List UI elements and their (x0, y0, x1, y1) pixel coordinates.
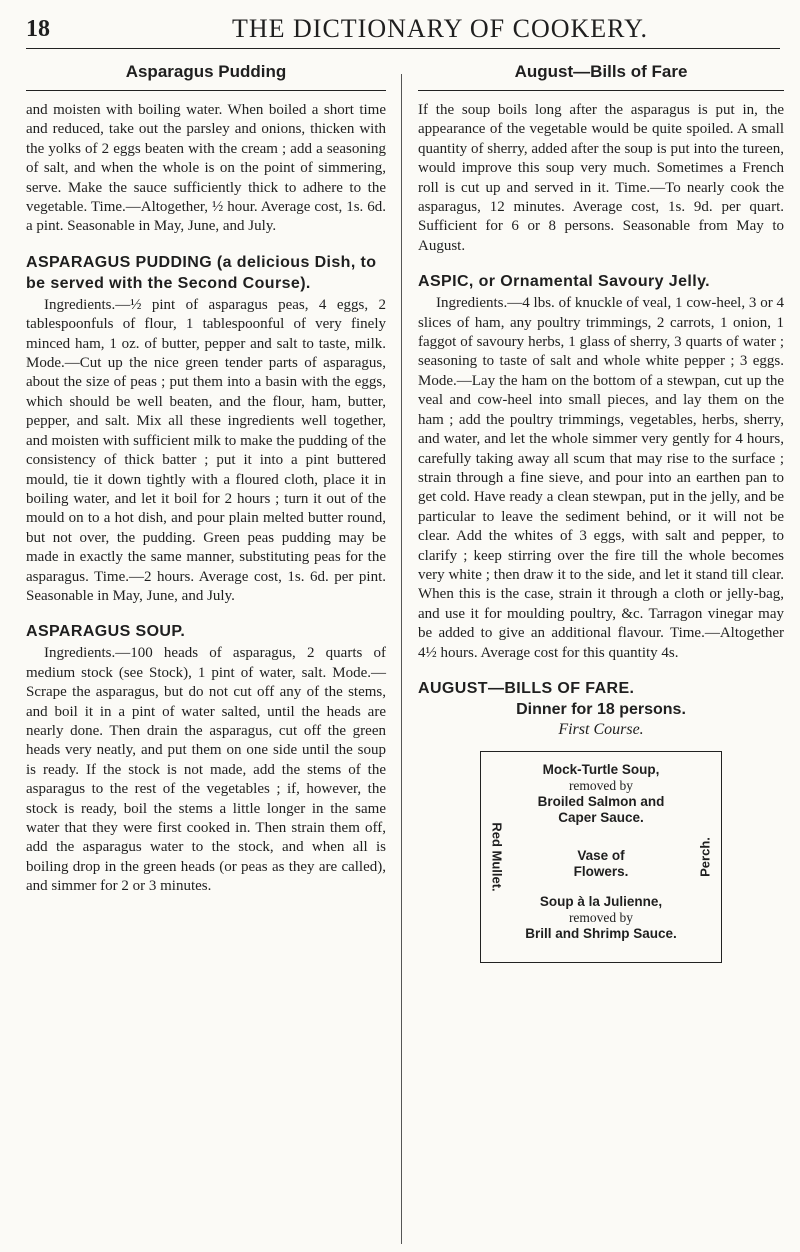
right-column (418, 62, 784, 963)
dinner-subheading: Dinner for 18 persons. (516, 700, 686, 718)
menu-side-red-mullet: Red Mullet. (489, 822, 505, 892)
left-continuation-text: and moisten with boiling water. When boiled a short time and reduced, take out the parsley and onions, thicken with the yolks of 2 eggs beaten with the cream ; add a seasoning of salt, and when the whole is on the point of simmering, serve. Make the sauce sufficiently thick to adhere to the vegetable. Time.—Altogether, ½ hour. Average cost, 1s. 6d. a pint. Seasonable in May, June, and July. (26, 102, 386, 235)
first-course-label: First Course. (558, 720, 644, 738)
right-column-head-rule (418, 90, 784, 91)
menu-item-soup (511, 762, 691, 826)
running-title: THE DICTIONARY OF COOKERY. (231, 14, 649, 43)
left-column-head-rule (26, 90, 386, 91)
menu-item-soup-name: Mock-Turtle Soup, (542, 761, 660, 777)
header-rule (26, 48, 780, 49)
left-column (26, 62, 386, 897)
menu-item-salmon: Broiled Salmon and (537, 793, 665, 809)
bills-of-fare-heading: AUGUST—BILLS OF FARE. (418, 679, 635, 697)
asparagus-soup-heading: ASPARAGUS SOUP. (26, 623, 186, 641)
menu-item-julienne-removed: removed by (568, 909, 634, 925)
aspic-heading: ASPIC, or Ornamental Savoury Jelly. (418, 273, 711, 291)
aspic-text: Ingredients.—4 lbs. of knuckle of veal, 1 cow-heel, 3 or 4 slices of ham, any poultry trimmings, 2 carrots, 1 onion, 1 faggot of savoury herbs, 1 glass of sherry, 3 quarts of water ; seasoning to taste of salt and whole white pepper ; 3 eggs. Mode.—Lay the ham on the bottom of a stewpan, cut up the veal and cow-heel into small pieces, and lay them on the ham ; add the poultry trimmings, vegetables, herbs, sherry, and water, and let the whole simmer very gently for 4 hours, carefully taking away all scum that may rise to the surface ; strain through a fine sieve, and pour into an earthen pan to get cold. Have ready a clean stewpan, put in the jelly, and be particular to leave the sediment behind, or it will not be clear. Add the whites of 3 eggs, with salt and pepper, to clarify ; keep stirring over the fire till the whole becomes very white ; then draw it to the side, and let it stand till clear. When this is the case, strain it through a cloth or jelly-bag, and use it for moulding poultry, &c. Tarragon vinegar may be added to give an additional flavour. Time.—Altogether 4½ hours. Average cost for this quantity 4s. (418, 295, 784, 661)
asparagus-soup-text: Ingredients.—100 heads of asparagus, 2 quarts of medium stock (see Stock), 1 pint of water, salt. Mode.—Scrape the asparagus, but do not cut off any of the stems, and boil it in a pint of water salted, until the heads are nearly done. Then drain the asparagus, cut off the green heads very neatly, and put them on one side until the soup is ready. If the stock is not made, add the stems of the asparagus to the rest of the vegetables ; if, however, the stock is ready, boil the stems a little longer in the same water that they were first cooked in. Then strain them off, add the asparagus water to the stock, and when all is boiling drop in the green heads (or peas as they are called), and simmer for 2 or 3 minutes. (26, 645, 386, 895)
menu-item-soup-removed: removed by (568, 777, 634, 793)
menu-centre-vase: Vase of Flowers. (573, 847, 629, 879)
menu-item-caper-sauce: Caper Sauce. (558, 809, 644, 825)
menu-side-perch: Perch. (697, 837, 713, 877)
column-divider (401, 74, 402, 1244)
left-column-head: Asparagus Pudding (125, 62, 287, 81)
menu-table (480, 751, 722, 963)
page-number: 18 (26, 16, 50, 42)
asparagus-pudding-heading: ASPARAGUS PUDDING (a delicious Dish, to be served with the Second Course). (26, 253, 377, 292)
right-column-head: August—Bills of Fare (514, 62, 688, 81)
menu-item-julienne-name: Soup à la Julienne, (539, 893, 663, 909)
menu-item-brill: Brill and Shrimp Sauce. (525, 925, 677, 941)
right-continuation-text: If the soup boils long after the asparagus is put in, the appearance of the vegetable would be quite spoiled. A small quantity of sherry, added after the soup is put into the tureen, would improve this soup very much. Sometimes a French roll is cut up and served in it. Time.—To nearly cook the asparagus, 12 minutes. Average cost, 1s. 9d. per quart. Sufficient for 6 or 8 persons. Seasonable from May to August. (418, 102, 784, 254)
menu-item-julienne (511, 894, 691, 942)
asparagus-pudding-text: Ingredients.—½ pint of asparagus peas, 4 eggs, 2 tablespoonfuls of flour, 1 tablespoonful of very finely minced ham, 1 oz. of butter, pepper and salt to taste, milk. Mode.—Cut up the nice green tender parts of asparagus, about the size of peas ; put them into a basin with the eggs, which should be well beaten, and the flour, ham, butter, pepper, and salt. Mix all these ingredients well together, and moisten with sufficient milk to make the pudding of the consistency of thick batter ; put it into a pint buttered mould, tie it down tightly with a floured cloth, place it in boiling water, and let it boil for 2 hours ; turn it out of the mould on to a hot dish, and pour plain melted butter round, but not over, the pudding. Green peas pudding may be made in exactly the same manner, substituting peas for the asparagus. Time.—2 hours. Average cost, 1s. 6d. per pint. Seasonable in May, June, and July. (26, 296, 386, 604)
